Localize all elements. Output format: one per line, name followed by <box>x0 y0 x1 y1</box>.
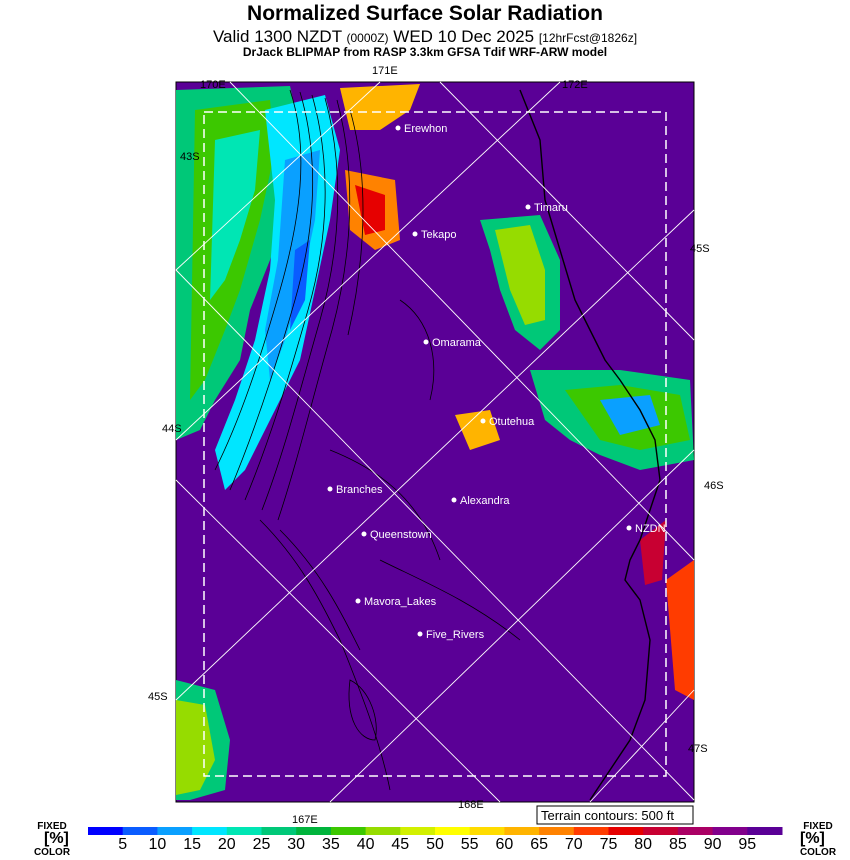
place-label-tekapo: Tekapo <box>421 229 457 241</box>
lat-label-43s: 43S <box>180 151 200 163</box>
colorbar-swatch <box>227 827 262 835</box>
lon-label-167e: 167E <box>292 814 318 826</box>
colorbar-tick-label: 55 <box>460 836 479 853</box>
colorbar-swatch <box>192 827 227 835</box>
lat-label-47s: 47S <box>688 743 708 755</box>
colorbar-swatch <box>609 827 644 835</box>
place-label-erewhon: Erewhon <box>404 123 448 135</box>
place-label-timaru: Timaru <box>534 202 568 214</box>
colorbar-swatch <box>713 827 748 835</box>
colorbar-swatch <box>88 827 123 835</box>
forecast-info: [12hrFcst@1826z] <box>538 31 638 45</box>
colorbar-right-tag-bottom: COLOR <box>799 847 837 858</box>
colorbar-tick-label: 50 <box>426 836 444 853</box>
colorbar-tick-label: 70 <box>564 836 583 853</box>
colorbar-swatch <box>366 827 401 835</box>
colorbar-tick-label: 80 <box>634 836 653 853</box>
place-label-omarama: Omarama <box>432 337 481 349</box>
colorbar-swatch <box>400 827 435 835</box>
model-line: DrJack BLIPMAP from RASP 3.3km GFSA Tdif WRF-ARW model <box>242 45 608 59</box>
colorbar-tick-label: 40 <box>356 836 375 853</box>
colorbar-swatch <box>678 827 713 835</box>
colorbar-swatch <box>435 827 470 835</box>
colorbar-tick-label: 65 <box>530 836 548 853</box>
colorbar-swatch <box>574 827 609 835</box>
colorbar-swatch <box>331 827 366 835</box>
lat-label-44s: 44S <box>162 423 182 435</box>
valid-prefix: Valid 1300 NZDT <box>212 27 342 46</box>
colorbar-left-tag-pct: [%] <box>44 830 69 847</box>
colorbar-tick-label: 45 <box>391 836 410 853</box>
colorbar-tick-label: 25 <box>252 836 271 853</box>
colorbar-tick-label: 10 <box>148 836 167 853</box>
colorbar-swatch <box>157 827 192 835</box>
map-title: Normalized Surface Solar Radiation <box>247 2 603 25</box>
colorbar-left-tag-top: FIXED <box>37 821 67 832</box>
colorbar-tick-label: 85 <box>668 836 687 853</box>
valid-date: WED 10 Dec 2025 <box>393 27 535 46</box>
colorbar-tick-label: 30 <box>287 836 306 853</box>
lat-label-45s-right: 45S <box>690 243 710 255</box>
colorbar <box>88 827 783 835</box>
place-label-branches: Branches <box>336 484 383 496</box>
colorbar-left-tag-bottom: COLOR <box>33 847 71 858</box>
colorbar-swatch <box>747 827 782 835</box>
colorbar-right-tag-top: FIXED <box>803 821 833 832</box>
colorbar-swatch <box>296 827 331 835</box>
lat-label-45s-left: 45S <box>148 691 168 703</box>
place-label-queenstown: Queenstown <box>370 529 432 541</box>
lon-label-170e: 170E <box>200 79 226 91</box>
colorbar-tick-label: 95 <box>738 836 757 853</box>
colorbar-tick-label: 35 <box>321 836 340 853</box>
lat-label-46s: 46S <box>704 480 724 492</box>
place-label-alexandra: Alexandra <box>460 495 510 507</box>
place-label-five-rivers: Five_Rivers <box>426 629 485 641</box>
place-label-mavora-lakes: Mavora_Lakes <box>364 596 437 608</box>
place-label-nzdn: NZDN <box>635 523 666 535</box>
colorbar-tick-label: 15 <box>183 836 201 853</box>
place-label-otutehua: Otutehua <box>489 416 535 428</box>
valid-utc: (0000Z) <box>346 31 389 45</box>
colorbar-right-tag-pct: [%] <box>800 830 825 847</box>
lon-label-171e: 171E <box>372 65 398 77</box>
colorbar-swatch <box>539 827 574 835</box>
colorbar-tick-label: 75 <box>599 836 618 853</box>
colorbar-tick-label: 5 <box>118 836 128 853</box>
colorbar-tick-label: 60 <box>495 836 514 853</box>
colorbar-swatch <box>262 827 297 835</box>
colorbar-swatch <box>123 827 158 835</box>
colorbar-tick-label: 90 <box>703 836 722 853</box>
terrain-note-text: Terrain contours: 500 ft <box>541 808 674 823</box>
lon-label-168e: 168E <box>458 799 484 811</box>
colorbar-tick-label: 20 <box>217 836 236 853</box>
colorbar-swatch <box>470 827 505 835</box>
lon-label-172e: 172E <box>562 79 588 91</box>
valid-time-line <box>0 27 850 47</box>
colorbar-swatch <box>504 827 539 835</box>
colorbar-swatch <box>643 827 678 835</box>
